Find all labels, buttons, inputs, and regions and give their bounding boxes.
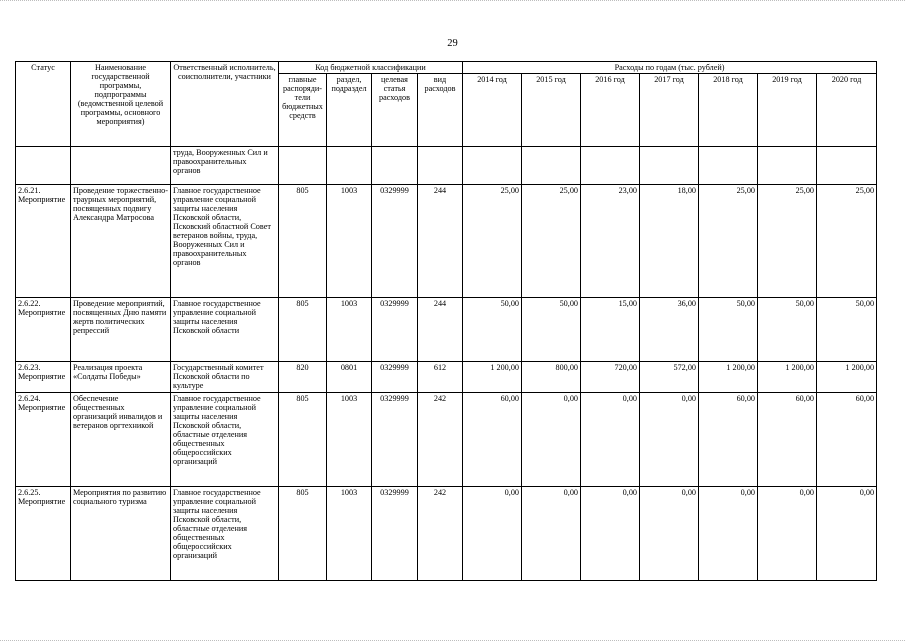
cell-value: 50,00 xyxy=(463,298,522,362)
cell-value: 25,00 xyxy=(522,185,581,298)
cell-vid: 244 xyxy=(418,298,463,362)
cell-executor: Главное государственное управление социальной защиты населения Псковской области, Псковский областной Совет ветеранов войны, труда, Вооруженных Сил и правоохранительных органов xyxy=(171,185,279,298)
cell-value: 0,00 xyxy=(522,393,581,487)
header-year: 2019 год xyxy=(758,74,817,147)
cell-value: 1 200,00 xyxy=(758,362,817,393)
cell-vid: 612 xyxy=(418,362,463,393)
cell-status: 2.6.25. Мероприятие xyxy=(16,487,71,581)
cell-value: 50,00 xyxy=(817,298,877,362)
cell-razdel: 0801 xyxy=(327,362,372,393)
cell-value: 800,00 xyxy=(522,362,581,393)
cell-empty xyxy=(581,147,640,185)
header-executor: Ответственный исполнитель, соисполнители, участники xyxy=(171,62,279,147)
cell-status: 2.6.23. Мероприятие xyxy=(16,362,71,393)
table-row xyxy=(16,298,877,362)
cell-empty xyxy=(327,147,372,185)
cell-value: 1 200,00 xyxy=(463,362,522,393)
cell-grbs: 805 xyxy=(279,487,327,581)
cell-value: 60,00 xyxy=(817,393,877,487)
cell-name: Реализация проекта «Солдаты Победы» xyxy=(71,362,171,393)
table-body xyxy=(16,147,877,581)
cell-executor: Главное государственное управление социальной защиты населения Псковской области, областные отделения общественных общероссийских организаций xyxy=(171,487,279,581)
cell-name: Проведение торжественно-траурных мероприятий, посвященных подвигу Александра Матросова xyxy=(71,185,171,298)
header-expenses-group: Расходы по годам (тыс. рублей) xyxy=(463,62,877,74)
budget-table xyxy=(15,61,877,581)
header-year: 2014 год xyxy=(463,74,522,147)
cell-value: 60,00 xyxy=(758,393,817,487)
cell-value: 60,00 xyxy=(699,393,758,487)
cell-value: 36,00 xyxy=(640,298,699,362)
cell-value: 0,00 xyxy=(758,487,817,581)
cell-empty xyxy=(463,147,522,185)
cell-name: Проведение мероприятий, посвященных Дню памяти жертв политических репрессий xyxy=(71,298,171,362)
header-status: Статус xyxy=(16,62,71,147)
header-year: 2017 год xyxy=(640,74,699,147)
cell-grbs: 805 xyxy=(279,185,327,298)
cell-value: 572,00 xyxy=(640,362,699,393)
cell-value: 0,00 xyxy=(699,487,758,581)
cell-value: 25,00 xyxy=(817,185,877,298)
cell-grbs: 820 xyxy=(279,362,327,393)
cell-value: 50,00 xyxy=(522,298,581,362)
cell-value: 0,00 xyxy=(640,487,699,581)
cell-name: Обеспечение общественных организаций инвалидов и ветеранов оргтехникой xyxy=(71,393,171,487)
cell-value: 0,00 xyxy=(581,487,640,581)
cell-status: 2.6.21. Мероприятие xyxy=(16,185,71,298)
cell-value: 0,00 xyxy=(817,487,877,581)
cell-empty xyxy=(522,147,581,185)
cell-value: 0,00 xyxy=(522,487,581,581)
cell-value: 0,00 xyxy=(463,487,522,581)
cell-name xyxy=(71,147,171,185)
cell-tsel: 0329999 xyxy=(372,362,418,393)
table-row xyxy=(16,185,877,298)
cell-value: 50,00 xyxy=(758,298,817,362)
cell-value: 1 200,00 xyxy=(699,362,758,393)
table-row-continuation xyxy=(16,147,877,185)
cell-razdel: 1003 xyxy=(327,185,372,298)
cell-value: 60,00 xyxy=(463,393,522,487)
cell-status xyxy=(16,147,71,185)
cell-value: 25,00 xyxy=(463,185,522,298)
cell-tsel: 0329999 xyxy=(372,185,418,298)
cell-executor: Государственный комитет Псковской области по культуре xyxy=(171,362,279,393)
header-name: Наименование государственной программы, подпрограммы (ведомственной целевой программы, основного мероприятия) xyxy=(71,62,171,147)
header-year: 2016 год xyxy=(581,74,640,147)
cell-razdel: 1003 xyxy=(327,393,372,487)
header-vid: вид расходов xyxy=(418,74,463,147)
cell-status: 2.6.22. Мероприятие xyxy=(16,298,71,362)
table-row xyxy=(16,393,877,487)
cell-vid: 242 xyxy=(418,487,463,581)
cell-tsel: 0329999 xyxy=(372,487,418,581)
cell-executor: Главное государственное управление социальной защиты населения Псковской области, областные отделения общественных общероссийских организаций xyxy=(171,393,279,487)
cell-razdel: 1003 xyxy=(327,298,372,362)
cell-empty xyxy=(699,147,758,185)
cell-value: 25,00 xyxy=(699,185,758,298)
cell-vid: 244 xyxy=(418,185,463,298)
cell-executor: труда, Вооруженных Сил и правоохранительных органов xyxy=(171,147,279,185)
header-grbs: главные распоряди- тели бюджетных средств xyxy=(279,74,327,147)
cell-tsel: 0329999 xyxy=(372,298,418,362)
cell-razdel: 1003 xyxy=(327,487,372,581)
header-year: 2018 год xyxy=(699,74,758,147)
cell-empty xyxy=(758,147,817,185)
cell-status: 2.6.24. Мероприятие xyxy=(16,393,71,487)
cell-value: 25,00 xyxy=(758,185,817,298)
cell-grbs: 805 xyxy=(279,298,327,362)
cell-value: 50,00 xyxy=(699,298,758,362)
cell-empty xyxy=(372,147,418,185)
header-year: 2020 год xyxy=(817,74,877,147)
scan-edge-top xyxy=(0,0,905,5)
header-year: 2015 год xyxy=(522,74,581,147)
table-row xyxy=(16,487,877,581)
page-number: 29 xyxy=(447,38,458,49)
cell-vid: 242 xyxy=(418,393,463,487)
cell-empty xyxy=(418,147,463,185)
cell-empty xyxy=(640,147,699,185)
cell-name: Мероприятия по развитию социального туризма xyxy=(71,487,171,581)
table-header xyxy=(16,62,877,147)
header-kbk-group: Код бюджетной классификации xyxy=(279,62,463,74)
header-razdel: раздел, подраздел xyxy=(327,74,372,147)
table-row xyxy=(16,362,877,393)
cell-empty xyxy=(279,147,327,185)
scan-edge-bottom xyxy=(0,636,905,641)
cell-value: 0,00 xyxy=(640,393,699,487)
header-tsel: целевая статья расходов xyxy=(372,74,418,147)
cell-value: 23,00 xyxy=(581,185,640,298)
cell-executor: Главное государственное управление социальной защиты населения Псковской области xyxy=(171,298,279,362)
cell-value: 1 200,00 xyxy=(817,362,877,393)
cell-empty xyxy=(817,147,877,185)
cell-value: 0,00 xyxy=(581,393,640,487)
cell-value: 18,00 xyxy=(640,185,699,298)
cell-grbs: 805 xyxy=(279,393,327,487)
cell-value: 720,00 xyxy=(581,362,640,393)
cell-tsel: 0329999 xyxy=(372,393,418,487)
cell-value: 15,00 xyxy=(581,298,640,362)
